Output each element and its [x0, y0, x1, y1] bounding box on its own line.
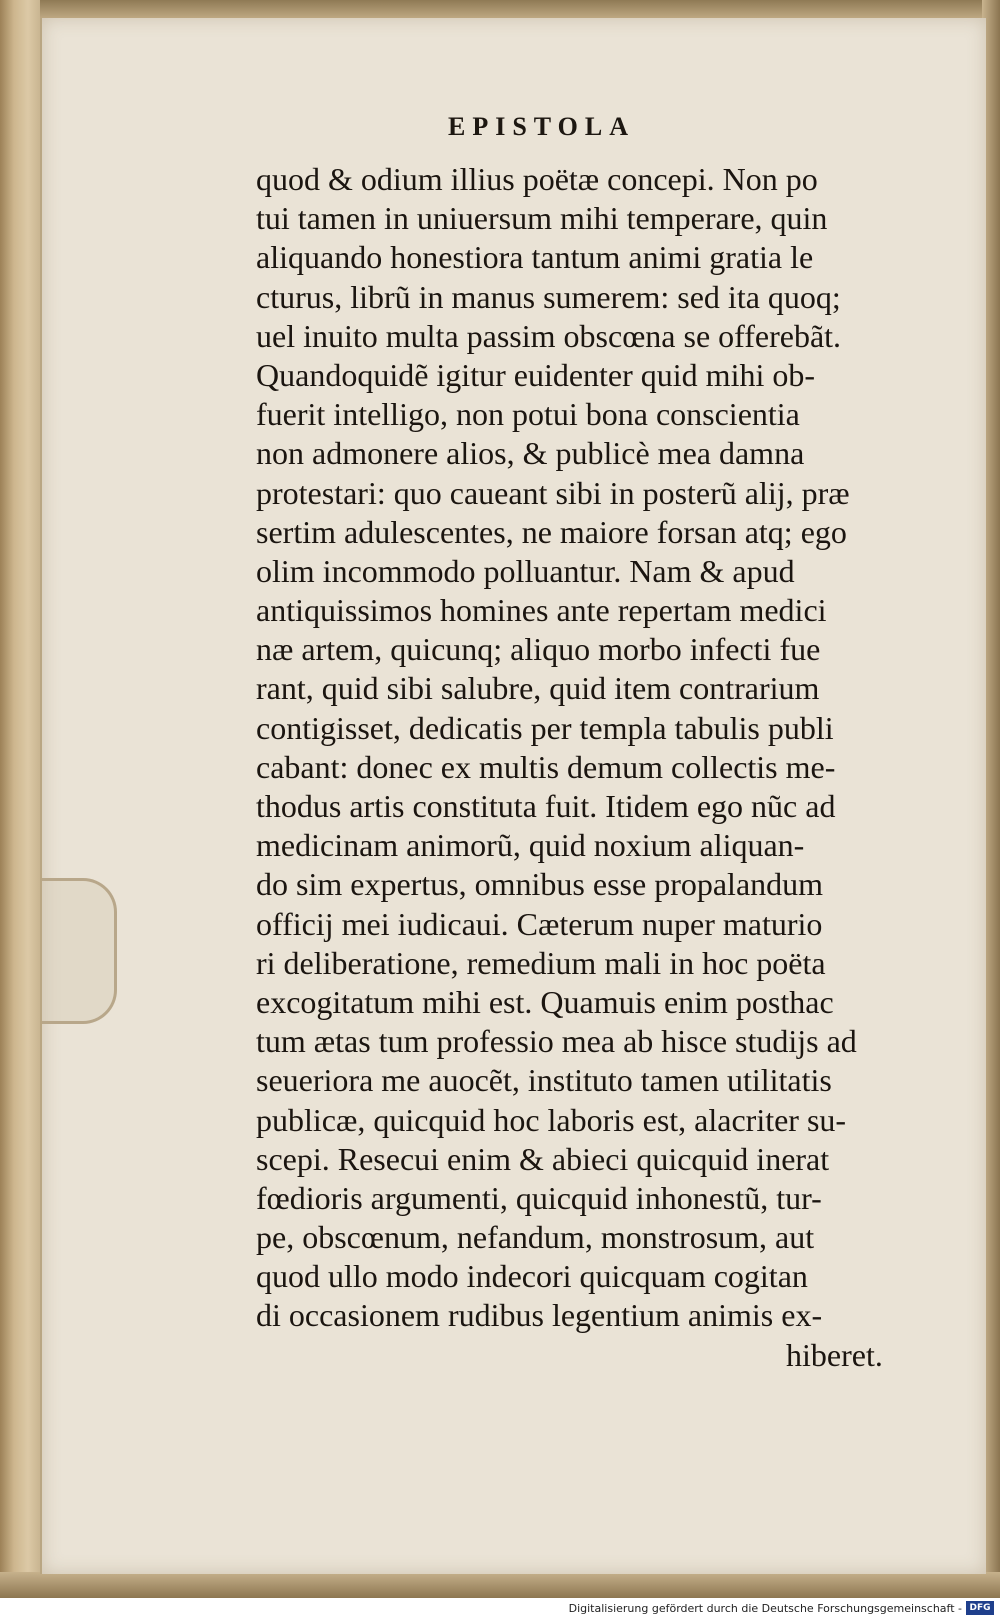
text-line: di occasionem rudibus legentium animis ex- [256, 1297, 823, 1334]
running-head: EPISTOLA [448, 112, 636, 141]
text-line: cabant: donec ex multis demum collectis me- [256, 748, 836, 785]
text-line: fœdioris argumenti, quicquid inhonestũ, tur- [256, 1179, 822, 1216]
text-line: scepi. Resecui enim & abieci quicquid inerat [256, 1140, 830, 1177]
text-line: quod & odium illius poëtæ concepi. Non po [256, 161, 818, 197]
text-line: seueriora me auocẽt, instituto tamen utilitatis [256, 1062, 832, 1099]
book-cover-edge [0, 0, 40, 1598]
text-line: tui tamen in uniuersum mihi temperare, quin [256, 200, 828, 237]
text-line: fuerit intelligo, non potui bona conscientia [256, 396, 800, 433]
text-line: excogitatum mihi est. Quamuis enim posthac [256, 983, 834, 1020]
text-line: officij mei iudicaui. Cæterum nuper maturio [256, 905, 823, 942]
text-line: næ artem, quicunq; aliquo morbo infecti fue [256, 631, 821, 668]
text-line: rant, quid sibi salubre, quid item contrarium [256, 670, 820, 707]
text-line: olim incommodo polluantur. Nam & apud [256, 552, 795, 589]
text-line: aliquando honestiora tantum animi gratia le [256, 239, 814, 276]
text-line: thodus artis constituta fuit. Itidem ego nũc ad [256, 788, 836, 824]
text-line: protestari: quo caueant sibi in posterũ alij, præ [256, 474, 850, 511]
body-text [256, 160, 896, 1375]
dfg-logo: DFG [966, 1601, 994, 1615]
text-line: hiberet. [786, 1336, 883, 1373]
text-line: quod ullo modo indecori quicquam cogitan [256, 1258, 808, 1295]
text-line: Quandoquidẽ igitur euidenter quid mihi ob- [256, 356, 815, 393]
clasp-shadow [42, 878, 117, 1024]
text-line: sertim adulescentes, ne maiore forsan atq; ego [256, 513, 847, 550]
text-line: publicæ, quicquid hoc laboris est, alacriter su- [256, 1101, 847, 1138]
text-line: antiquissimos homines ante repertam medici [256, 592, 827, 629]
text-line: pe, obscœnum, nefandum, monstrosum, aut [256, 1219, 815, 1256]
text-line: non admonere alios, & publicè mea damna [256, 435, 805, 472]
text-line: tum ætas tum professio mea ab hisce studijs ad [256, 1023, 857, 1060]
book-bottom-edge [0, 1572, 1000, 1598]
text-line: medicinam animorũ, quid noxium aliquan- [256, 827, 805, 864]
text-line: uel inuito multa passim obscœna se offerebãt. [256, 317, 842, 354]
text-line: contigisset, dedicatis per templa tabulis publi [256, 709, 834, 746]
footer-bar [0, 1598, 1000, 1620]
text-line: cturus, librũ in manus sumerem: sed ita quoq; [256, 278, 841, 315]
text-line: do sim expertus, omnibus esse propalandum [256, 866, 824, 903]
text-line: ri deliberatione, remedium mali in hoc poëta [256, 944, 826, 981]
footer-credit: Digitalisierung gefördert durch die Deutsche Forschungsgemeinschaft - [568, 1602, 962, 1615]
